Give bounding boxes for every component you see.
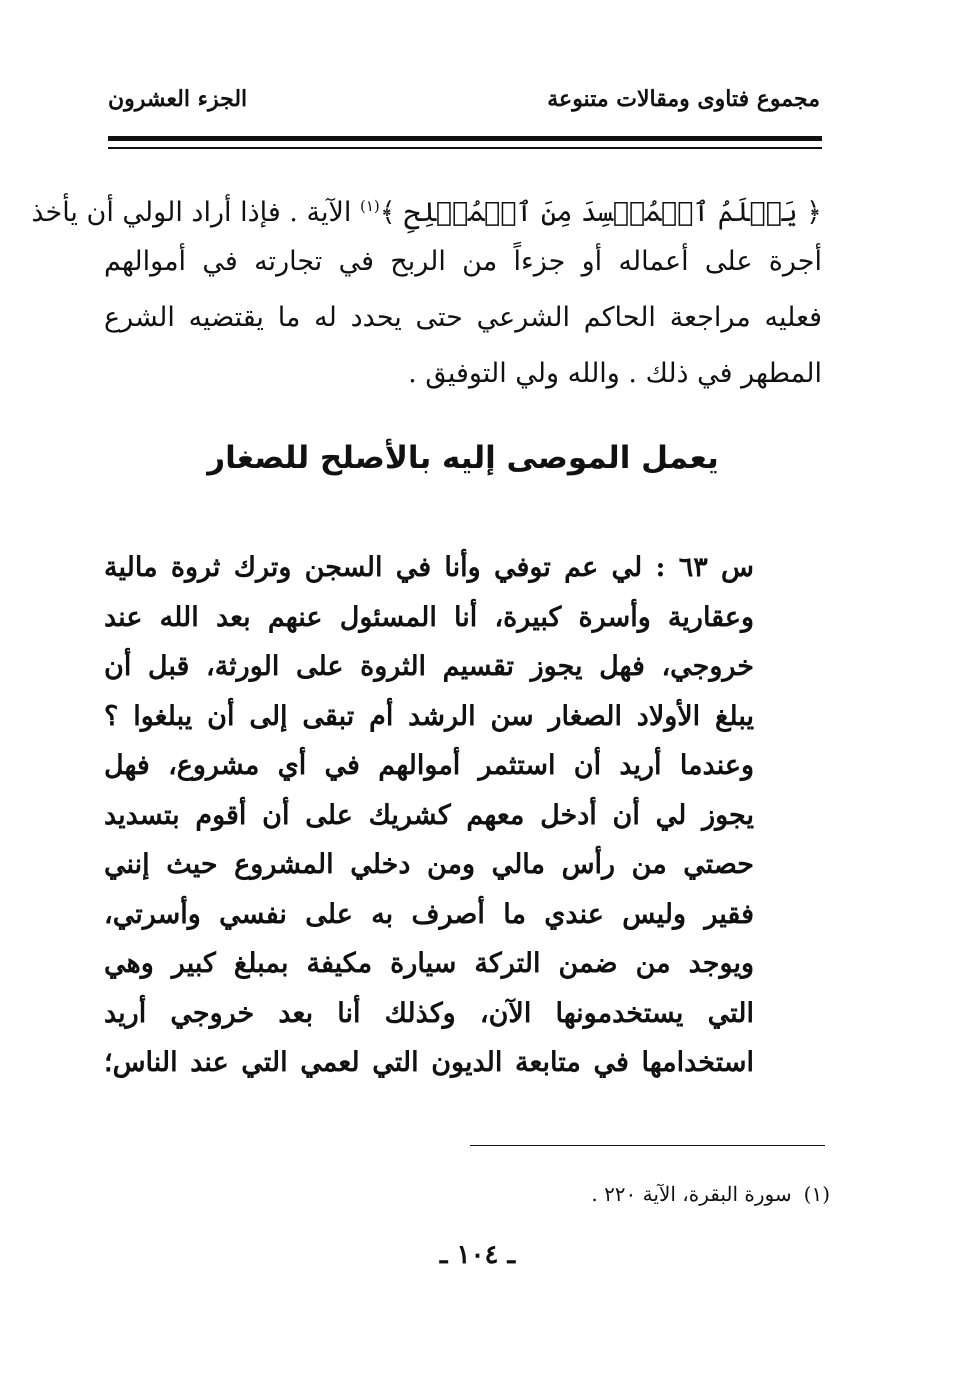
question-line: ويوجد من ضمن التركة سيارة مكيفة بمبلغ كبير وهي: [104, 948, 754, 979]
question-line: حصتي من رأس مالي ومن دخلي المشروع حيث إنني: [104, 849, 754, 880]
page-number: ـ ١٠٤ ـ: [439, 1240, 516, 1270]
intro-line-1-rest: الآية . فإذا أراد الولي أن يأخذ: [31, 197, 352, 228]
intro-line-1: [31, 178, 822, 234]
footnote-text: سورة البقرة، الآية ٢٢٠ .: [591, 1182, 792, 1206]
intro-line-3: فعليه مراجعة الحاكم الشرعي حتى يحدد له ما يقتضيه الشرع: [104, 302, 822, 333]
question-line: يبلغ الأولاد الصغار سن الرشد أم تبقى إلى أن يبلغوا ؟: [104, 700, 754, 732]
question-line: وعقارية وأسرة كبيرة، أنا المسئول عنهم بعد الله عند: [104, 601, 754, 633]
intro-line-2: أجرة على أعماله أو جزءاً من الربح في تجارته في أموالهم: [104, 246, 822, 277]
question-line: يجوز لي أن أدخل معهم كشريك على أن أقوم بتسديد: [104, 799, 754, 831]
footnote-separator: [470, 1145, 825, 1146]
intro-line-4: المطهر في ذلك . والله ولي التوفيق .: [408, 358, 822, 389]
footnote-reference: (١): [359, 197, 380, 215]
question-line: خروجي، فهل يجوز تقسيم الثروة على الورثة، قبل أن: [104, 651, 754, 682]
section-heading: يعمل الموصى إليه بالأصلح للصغار: [207, 440, 719, 476]
footnote-number: (١): [803, 1182, 830, 1206]
running-header: [108, 86, 820, 126]
footnote: [591, 1182, 830, 1206]
question-paragraph: [104, 543, 754, 1088]
question-line: استخدامها في متابعة الديون التي لعمي التي عند الناس؛: [104, 1047, 754, 1078]
intro-paragraph: [31, 178, 822, 402]
volume-label: الجزء العشرون: [108, 86, 248, 112]
header-rule-thin: [108, 147, 822, 149]
question-line: وعندما أريد أن استثمر أموالهم في أي مشروع، فهل: [104, 750, 754, 781]
header-rule-thick: [108, 136, 822, 141]
question-line: س ٦٣ : لي عم توفي وأنا في السجن وترك ثروة مالية: [104, 552, 755, 583]
question-line: التي يستخدمونها الآن، وكذلك أنا بعد خروجي أريد: [104, 997, 754, 1029]
book-title: مجموع فتاوى ومقالات متنوعة: [547, 86, 820, 112]
question-line: فقير وليس عندي ما أصرف به على نفسي وأسرتي،: [104, 898, 754, 930]
quran-verse: ﴿ يَعۡلَمُ ٱلۡمُفۡسِدَ مِنَ ٱلۡمُصۡلِحِ ﴾: [379, 197, 822, 228]
